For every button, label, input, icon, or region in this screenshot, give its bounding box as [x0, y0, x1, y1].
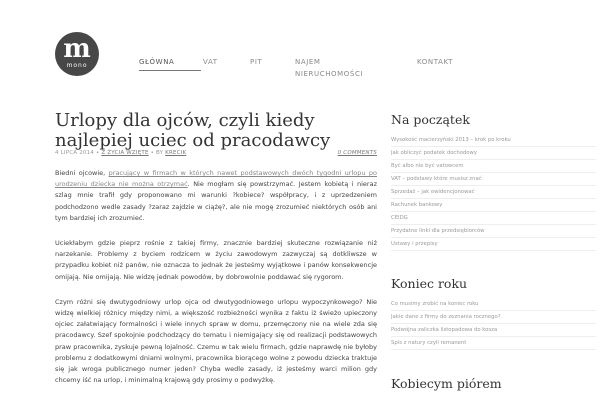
post-category-link[interactable]: Z ŻYCIA WZIĘTE	[101, 150, 149, 156]
post-paragraph-1	[55, 168, 377, 224]
widget-title-kobiecym-piorem: Kobiecym piórem	[391, 376, 502, 391]
widget-list-koniec-roku	[391, 298, 596, 350]
post-content	[55, 168, 377, 400]
post-author-link[interactable]: KRECIK	[165, 150, 187, 156]
widget-link[interactable]: Rachunek bankowy	[391, 199, 596, 212]
widget-link[interactable]: Spis z natury czyli remanent	[391, 337, 596, 350]
nav-item-vat[interactable]: VAT	[203, 58, 218, 66]
widget-link[interactable]: Wysokość macierzyński 2013 – krok po kroku	[391, 134, 596, 147]
site-logo[interactable]	[55, 32, 99, 76]
widget-link[interactable]: Przydatne linki dla przedsiębiorców	[391, 225, 596, 238]
nav-item-kontakt[interactable]: KONTAKT	[417, 58, 453, 66]
nav-item-pit[interactable]: PIT	[250, 58, 263, 66]
p1-text-start: Biedni ojcowie,	[55, 169, 109, 177]
widget-link[interactable]: Jak obliczyć podatek dochodowy	[391, 147, 596, 160]
meta-separator: •	[95, 150, 100, 156]
post-comments-link[interactable]: 0 COMMENTS	[337, 150, 377, 156]
post-title[interactable]: Urlopy dla ojców, czyli kiedy najlepiej uciec od pracodawcy	[55, 110, 331, 151]
widget-link[interactable]: Być albo nie być vatowcem	[391, 160, 596, 173]
widget-link[interactable]: VAT – podstawy które musisz znać	[391, 173, 596, 186]
widget-link[interactable]: Ustawy i przepisy	[391, 238, 596, 251]
widget-link[interactable]: Sprzedaż – jak ewidencjonować	[391, 186, 596, 199]
post-date: 4 LIPCA 2014	[55, 150, 94, 156]
widget-link[interactable]: Co musimy zrobić na koniec roku	[391, 298, 596, 311]
logo-letter: m	[63, 34, 91, 64]
widget-link[interactable]: CEIDG	[391, 212, 596, 225]
widget-title-na-poczatek: Na początek	[391, 112, 470, 127]
main-navigation	[139, 56, 599, 90]
p1-text-end: . Nie mogłam się powstrzymać. Jestem kobietą i nieraz szlag mnie trafił gdy proponowano mi warunki ?kobiece? współpracy, i z uprzedzeniem podchodzono wedle zasady ?zaraz zajdzie w ciążę?, ale nie mogę zrozumieć niektórych osób ani tym bardziej ich zrozumieć.	[55, 180, 377, 222]
post-paragraph-3: Czym różni się dwutygodniowy urlop ojca od dwutygodniowego urlopu wypoczynkowego? Nie widzę wielkiej różnicy między nimi, a większość rozbieżności wynika z faktu iż świeżo upieczony ojciec załatwiający formalności i wiele innych spraw w domu, przemęczony nie na wiele zda się pracodawcy. Szef spokojnie podchodzący do tematu i niemigający się od realizacji podstawowych praw pracownika, zyskuje pewną lojalność. Czemu w tak wielu firmach, gdzie naprawdę nie byłoby problemu z dodatkowymi dniami wolnymi, pracownika biorącego wolne z powodu dziecka traktuje się jak wroga publicznego numer jeden? Chyba wedle zasady, iż jesteśmy warci milion gdy chcemy iść na urlop, i minimalną krajową gdy prosimy o podwyżkę.	[55, 297, 377, 385]
widget-title-koniec-roku: Koniec roku	[391, 276, 468, 291]
meta-by: • BY	[150, 150, 164, 156]
nav-item-glowna[interactable]: GŁÓWNA	[139, 56, 201, 71]
nav-item-najem[interactable]: NAJEM NIERUCHOMOŚCI	[295, 58, 364, 78]
widget-list-na-poczatek	[391, 134, 596, 251]
logo-subtitle: mono	[66, 62, 88, 69]
p1-link[interactable]: pracujący w firmach w których nawet podstawowych dwóch tygodni urlopu po urodzeniu dziecka nie można otrzymać	[55, 169, 377, 189]
post-paragraph-2: Uciekłabym gdzie pieprz rośnie z takiej firmy, znacznie bardziej skuteczne rozwiązanie niż narzekanie. Problemy z byciem rodzicem w życiu zawodowym zazwyczaj są dotkliwsze w przypadku kobiet niż panów, nie oznacza to jednak że jesteśmy wyjątkowe i panów konsekwencje omijają. Nie omijają. Nie widzę jednak powodów, by dobrowolnie poddawać się rygorom.	[55, 239, 377, 281]
post-meta	[55, 150, 377, 156]
widget-link[interactable]: Podwójna zaliczka listopadowa do kosza	[391, 324, 596, 337]
widget-link[interactable]: Jakie dane z firmy do zeznania rocznego?	[391, 311, 596, 324]
